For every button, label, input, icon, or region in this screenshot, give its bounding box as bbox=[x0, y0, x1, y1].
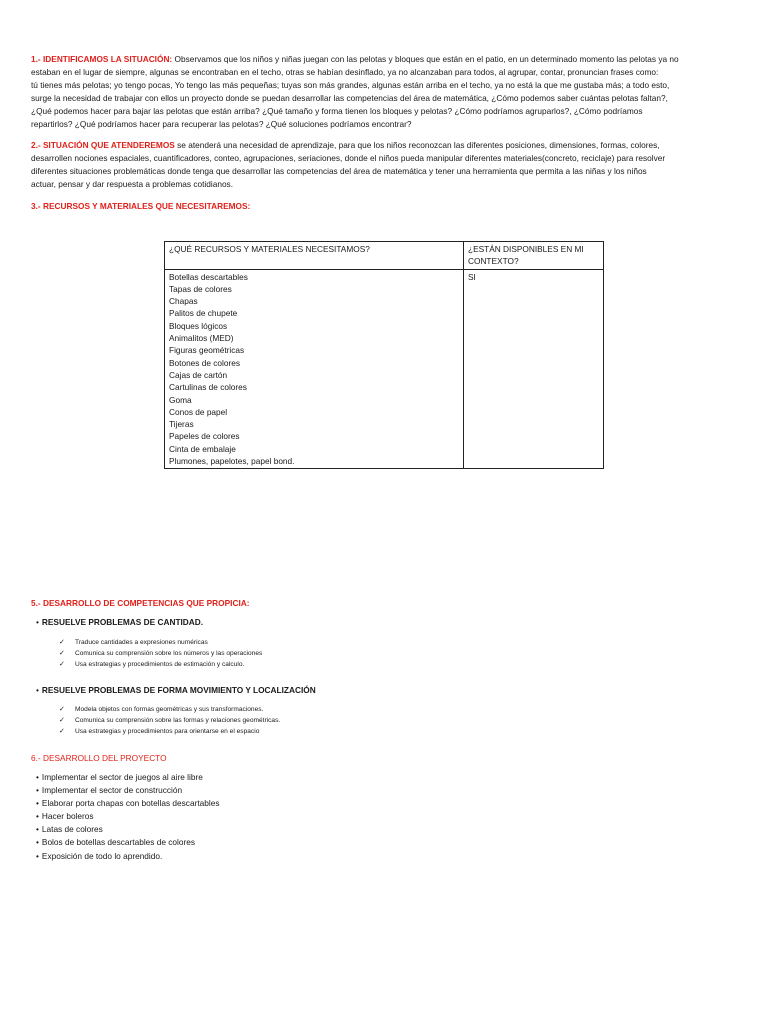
bullet-icon: • bbox=[36, 811, 39, 822]
availability-header-line: CONTEXTO? bbox=[468, 256, 519, 267]
project-item bbox=[36, 836, 219, 849]
section-2-line: desarrollen nociones espaciales, cuantificadores, conteo, agrupaciones, seriaciones, donde el niños pueda manipular diferentes materiales(concreto, reciclaje) para resolver bbox=[31, 153, 666, 164]
competence-1-list bbox=[59, 637, 262, 670]
section-2-line: diferentes situaciones problemáticas donde tenga que desarrollar las competencias del área de matemática y tener una herramienta que permita a las niñas y los niños bbox=[31, 166, 647, 177]
check-icon: ✓ bbox=[59, 717, 65, 724]
resources-list-cell bbox=[165, 269, 464, 469]
competence-item bbox=[59, 726, 280, 737]
project-item bbox=[36, 850, 219, 863]
competence-item-text: Modela objetos con formas geométricas y sus transformaciones. bbox=[75, 706, 264, 713]
project-item-text: Elaborar porta chapas con botellas descartables bbox=[41, 798, 220, 809]
project-item bbox=[36, 771, 219, 784]
section-2-line: se atenderá una necesidad de aprendizaje, para que los niños reconozcan las diferentes posiciones, dimensiones, formas, colores, bbox=[174, 140, 660, 150]
section-1-paragraph bbox=[31, 53, 737, 132]
check-icon: ✓ bbox=[59, 706, 65, 713]
resource-item: Plumones, papelotes, papel bond. bbox=[169, 456, 295, 467]
competence-1-title-text: RESUELVE PROBLEMAS DE CANTIDAD. bbox=[41, 617, 204, 627]
section-1-line: ¿Qué podemos hacer para bajar las pelotas que están arriba? ¿Qué tamaño y forma tienen los bloques y pelotas? ¿Cómo podríamos agruparlos?, ¿Cómo podríamos bbox=[31, 106, 643, 117]
section-2-heading: 2.- SITUACIÓN QUE ATENDEREMOS bbox=[31, 140, 175, 150]
project-item bbox=[36, 797, 219, 810]
section-1-situation bbox=[31, 53, 737, 132]
resources-table-body-row bbox=[165, 269, 604, 469]
resource-item: Bloques lógicos bbox=[169, 320, 228, 331]
resource-item: Botones de colores bbox=[169, 357, 241, 368]
project-item-text: Exposición de todo lo aprendido. bbox=[41, 850, 163, 861]
section-2-attention bbox=[31, 139, 737, 191]
section-5-heading: 5.- DESARROLLO DE COMPETENCIAS QUE PROPICIA: bbox=[31, 598, 250, 608]
competence-item-text: Comunica su comprensión sobre las formas y relaciones geométricas. bbox=[75, 717, 281, 724]
project-item-text: Bolos de botellas descartables de colores bbox=[41, 837, 196, 848]
resource-item: Conos de papel bbox=[169, 406, 228, 417]
project-item-text: Implementar el sector de construcción bbox=[41, 785, 183, 796]
bullet-icon: • bbox=[36, 685, 39, 695]
competence-2-title bbox=[36, 685, 316, 695]
resource-item: Papeles de colores bbox=[169, 431, 240, 442]
section-6-heading: 6.- DESARROLLO DEL PROYECTO bbox=[31, 753, 167, 763]
resource-item: Tapas de colores bbox=[169, 283, 232, 294]
availability-column-header bbox=[464, 242, 604, 270]
section-2-line: actuar, pensar y dar respuesta a problemas cotidianos. bbox=[31, 179, 234, 190]
bullet-icon: • bbox=[36, 824, 39, 835]
bullet-icon: • bbox=[36, 617, 39, 627]
competence-2-title-text: RESUELVE PROBLEMAS DE FORMA MOVIMIENTO Y LOCALIZACIÓN bbox=[41, 685, 316, 695]
section-1-line: estaban en el lugar de siempre, algunas se encontraban en el techo, otras se habían desinflado, ya no alcanzaban para todos, al agrupar, contar, pronuncian frases como: bbox=[31, 67, 659, 78]
bullet-icon: • bbox=[36, 772, 39, 782]
project-item-text: Implementar el sector de juegos al aire libre bbox=[41, 772, 203, 782]
competence-item-text: Comunica su comprensión sobre los números y las operaciones bbox=[75, 650, 263, 657]
project-item bbox=[36, 823, 219, 836]
section-1-line: Observamos que los niños y niñas juegan con las pelotas y bloques que están en el patio, en un determinado momento las pelotas ya no bbox=[172, 54, 679, 64]
section-1-line: surge la necesidad de trabajar con ellos un proyecto donde se puedan desarrollar las competencias del área de matemática, ¿Cómo podemos saber cuántas pelotas faltan?, bbox=[31, 93, 668, 104]
resource-item: Animalitos (MED) bbox=[169, 333, 234, 344]
section-2-paragraph bbox=[31, 139, 737, 191]
competence-item-text: Usa estrategias y procedimientos para orientarse en el espacio bbox=[75, 728, 260, 735]
project-item bbox=[36, 810, 219, 823]
resource-item: Botellas descartables bbox=[169, 271, 248, 282]
check-icon: ✓ bbox=[59, 650, 65, 657]
bullet-icon: • bbox=[36, 850, 39, 861]
check-icon: ✓ bbox=[59, 639, 65, 646]
section-1-heading: 1.- IDENTIFICAMOS LA SITUACIÓN: bbox=[31, 54, 173, 64]
competence-2-list bbox=[59, 704, 280, 737]
resources-column-header: ¿QUÉ RECURSOS Y MATERIALES NECESITAMOS? bbox=[165, 242, 464, 270]
availability-header-line: ¿ESTÁN DISPONIBLES EN MI bbox=[468, 244, 584, 254]
resource-item: Cartulinas de colores bbox=[169, 382, 247, 393]
bullet-icon: • bbox=[36, 785, 39, 796]
competence-item bbox=[59, 659, 262, 670]
resource-item: Chapas bbox=[169, 296, 198, 307]
check-icon: ✓ bbox=[59, 661, 65, 668]
resource-item: Palitos de chupete bbox=[169, 308, 238, 319]
competence-item bbox=[59, 648, 262, 659]
bullet-icon: • bbox=[36, 837, 39, 848]
availability-cell: SI bbox=[464, 269, 604, 469]
competence-item bbox=[59, 704, 280, 715]
bullet-icon: • bbox=[36, 798, 39, 809]
competence-1-title bbox=[36, 617, 203, 627]
competence-item-text: Traduce cantidades a expresiones numéricas bbox=[75, 639, 208, 646]
resource-item: Figuras geométricas bbox=[169, 345, 245, 356]
resources-table-header-row bbox=[165, 242, 604, 270]
competence-item bbox=[59, 637, 262, 648]
project-item-text: Latas de colores bbox=[41, 824, 103, 835]
project-item bbox=[36, 784, 219, 797]
resource-item: Cajas de cartón bbox=[169, 369, 228, 380]
section-1-line: tú tienes más pelotas; yo tengo pocas, Yo tengo las más pequeñas; tuyas son más grandes, algunas están arriba en el techo, ya no está la que me gustaba más; a todo esto, bbox=[31, 80, 670, 91]
competence-item-text: Usa estrategias y procedimientos de estimación y calculo. bbox=[75, 661, 245, 668]
resource-item: Cinta de embalaje bbox=[169, 443, 236, 454]
resource-item: Goma bbox=[169, 394, 192, 405]
project-item-text: Hacer boleros bbox=[41, 811, 94, 822]
resource-item: Tijeras bbox=[169, 419, 194, 430]
check-icon: ✓ bbox=[59, 728, 65, 735]
resources-table bbox=[164, 241, 604, 469]
section-1-line: repartirlos? ¿Qué podríamos hacer para recuperar las pelotas? ¿Qué soluciones podríamos encontrar? bbox=[31, 119, 412, 130]
project-list bbox=[36, 771, 219, 863]
section-3-heading: 3.- RECURSOS Y MATERIALES QUE NECESITAREMOS: bbox=[31, 201, 251, 211]
competence-item bbox=[59, 715, 280, 726]
